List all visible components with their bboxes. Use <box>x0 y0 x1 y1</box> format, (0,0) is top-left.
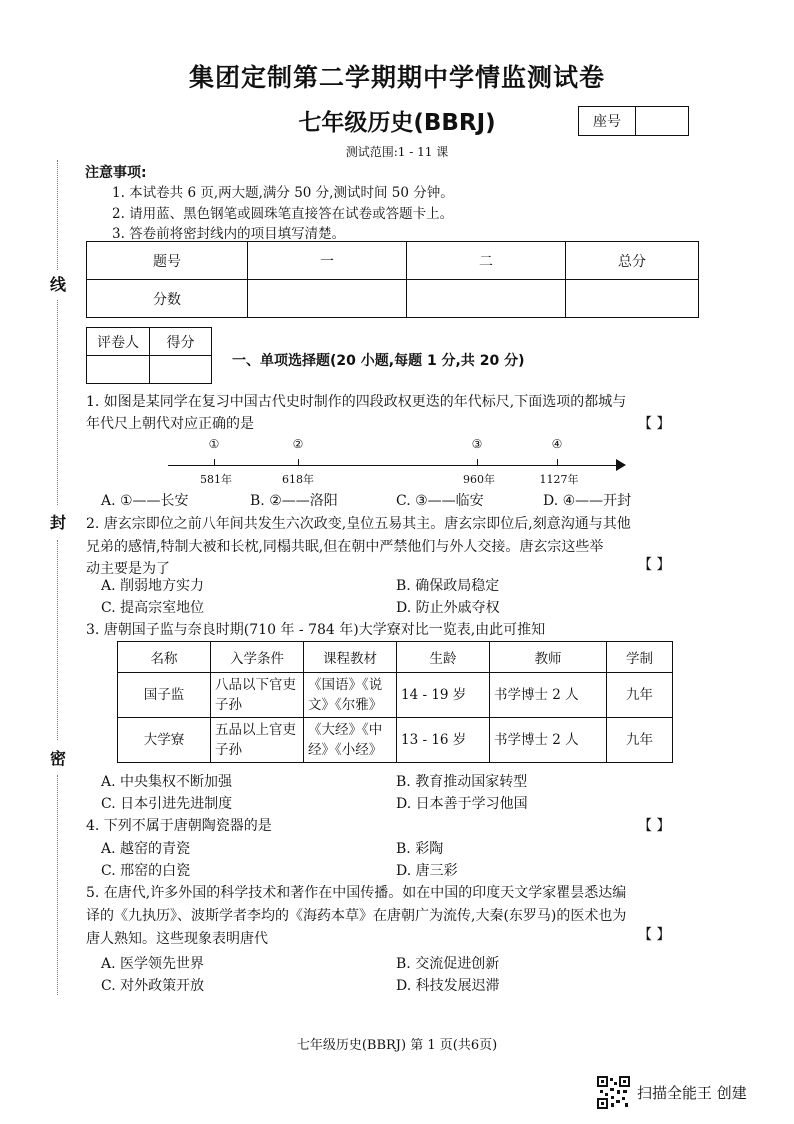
reviewer-cell[interactable] <box>87 356 150 384</box>
answer-bracket[interactable]: 【 】 <box>638 818 671 834</box>
binding-mark-seal: 封 <box>50 513 67 532</box>
answer-bracket[interactable]: 【 】 <box>638 557 671 573</box>
page-footer: 七年级历史(BBRJ) 第 1 页(共6页) <box>296 1038 498 1053</box>
scanner-watermark: 扫描全能王 创建 <box>637 1084 747 1102</box>
option-b[interactable]: B. 交流促进创新 <box>396 956 500 972</box>
timeline-tick <box>477 459 478 465</box>
answer-bracket[interactable]: 【 】 <box>638 927 671 943</box>
qr-code-icon <box>597 1076 630 1109</box>
table-cell: 九年 <box>607 673 673 718</box>
timeline-mark: ③ <box>471 437 483 451</box>
table-header: 教师 <box>490 642 607 673</box>
question-4-text: 4. 下列不属于唐朝陶瓷器的是 <box>86 818 272 834</box>
question-2-text: 动主要是为了 <box>86 561 170 577</box>
score-row-label: 分数 <box>87 280 248 318</box>
table-cell: 《国语》《说文》《尔雅》 <box>304 673 397 718</box>
question-2-text: 兄弟的感情,特制大被和长枕,同榻共眠,但在朝中严禁他们与外人交接。唐玄宗这些举 <box>86 539 604 555</box>
option-d[interactable]: D. 科技发展迟滞 <box>396 978 500 994</box>
note-item: 2. 请用蓝、黑色钢笔或圆珠笔直接答在试卷或答题卡上。 <box>112 206 454 222</box>
timeline-year: 618年 <box>282 473 314 486</box>
binding-mark-line: 线 <box>50 275 67 294</box>
question-5-text: 译的《九执历》、波斯学者李均的《海药本草》在唐朝广为流传,大秦(东罗马)的医术也为 <box>86 908 627 924</box>
option-d[interactable]: D. ④——开封 <box>543 493 632 509</box>
answer-bracket[interactable]: 【 】 <box>638 416 671 432</box>
reviewer-score-cell[interactable] <box>150 356 212 384</box>
option-c[interactable]: C. 提高宗室地位 <box>101 600 205 616</box>
table-cell: 九年 <box>607 718 673 763</box>
score-table-header: 总分 <box>566 242 699 280</box>
score-cell[interactable] <box>566 280 699 318</box>
timeline-year: 1127年 <box>539 473 579 486</box>
table-cell: 书学博士 2 人 <box>490 673 607 718</box>
option-b[interactable]: B. 确保政局稳定 <box>396 578 500 594</box>
timeline-mark: ④ <box>551 437 563 451</box>
question-1-text: 年代尺上朝代对应正确的是 <box>86 416 254 432</box>
timeline-mark: ① <box>208 437 220 451</box>
binding-dotted-line <box>57 540 58 740</box>
table-cell: 《大经》《中经》《小经》 <box>304 718 397 763</box>
question-5-text: 5. 在唐代,许多外国的科学技术和著作在中国传播。如在中国的印度天文学家瞿昙悉达编 <box>86 885 627 901</box>
note-item: 1. 本试卷共 6 页,两大题,满分 50 分,测试时间 50 分钟。 <box>112 185 454 201</box>
score-cell[interactable] <box>248 280 407 318</box>
table-header: 名称 <box>118 642 211 673</box>
timeline-tick <box>214 459 215 465</box>
timeline-year: 960年 <box>463 473 495 486</box>
timeline-mark: ② <box>292 437 304 451</box>
table-header: 课程教材 <box>304 642 397 673</box>
note-item: 3. 答卷前将密封线内的项目填写清楚。 <box>112 226 346 242</box>
option-a[interactable]: A. 越窑的青瓷 <box>101 841 191 857</box>
reviewer-label: 评卷人 <box>87 328 150 356</box>
score-table-header: 一 <box>248 242 407 280</box>
question-3-text: 3. 唐朝国子监与奈良时期(710 年 - 784 年)大学寮对比一览表,由此可推知 <box>86 622 546 638</box>
binding-dotted-line <box>57 775 58 995</box>
option-b[interactable]: B. ②——洛阳 <box>250 493 338 509</box>
question-5-text: 唐人熟知。这些现象表明唐代 <box>86 931 268 947</box>
question-2-text: 2. 唐玄宗即位之前八年间共发生六次政变,皇位五易其主。唐玄宗即位后,刻意沟通与其他 <box>86 516 631 532</box>
score-table-header: 二 <box>407 242 566 280</box>
binding-dotted-line <box>57 300 58 505</box>
option-c[interactable]: C. 日本引进先进制度 <box>101 796 233 812</box>
score-table <box>86 241 699 318</box>
timeline-arrow-icon <box>616 459 626 471</box>
option-b[interactable]: B. 彩陶 <box>396 841 444 857</box>
table-cell: 五品以上官吏子孙 <box>211 718 304 763</box>
score-cell[interactable] <box>407 280 566 318</box>
binding-mark-secret: 密 <box>50 749 67 768</box>
table-cell: 14 - 19 岁 <box>397 673 490 718</box>
timeline-tick <box>557 459 558 465</box>
notes-heading: 注意事项: <box>85 165 147 181</box>
section-heading: 一、单项选择题(20 小题,每题 1 分,共 20 分) <box>232 353 525 369</box>
table-cell: 书学博士 2 人 <box>490 718 607 763</box>
option-a[interactable]: A. 医学领先世界 <box>101 956 205 972</box>
reviewer-table <box>86 327 212 384</box>
table-header: 入学条件 <box>211 642 304 673</box>
option-c[interactable]: C. ③——临安 <box>396 493 484 509</box>
option-d[interactable]: D. 日本善于学习他国 <box>396 796 528 812</box>
reviewer-score-label: 得分 <box>150 328 212 356</box>
table-cell: 八品以下官吏子孙 <box>211 673 304 718</box>
option-a[interactable]: A. 削弱地方实力 <box>101 578 205 594</box>
exam-title: 集团定制第二学期期中学情监测试卷 <box>188 63 605 92</box>
table-row <box>118 673 673 718</box>
comparison-table <box>117 641 673 763</box>
question-1-text: 1. 如图是某同学在复习中国古代史时制作的四段政权更迭的年代标尺,下面选项的都城与 <box>86 394 627 410</box>
table-cell: 13 - 16 岁 <box>397 718 490 763</box>
option-c[interactable]: C. 邢窑的白瓷 <box>101 863 191 879</box>
option-d[interactable]: D. 防止外戚夺权 <box>396 600 500 616</box>
score-table-header: 题号 <box>87 242 248 280</box>
table-cell: 国子监 <box>118 673 211 718</box>
seat-number-label: 座号 <box>579 107 636 135</box>
binding-dotted-line <box>57 160 58 270</box>
option-b[interactable]: B. 教育推动国家转型 <box>396 774 528 790</box>
exam-subtitle: 七年级历史(BBRJ) <box>298 110 496 136</box>
option-c[interactable]: C. 对外政策开放 <box>101 978 205 994</box>
test-range: 测试范围:1 - 11 课 <box>345 145 449 159</box>
option-a[interactable]: A. 中央集权不断加强 <box>101 774 233 790</box>
table-header: 学制 <box>607 642 673 673</box>
option-a[interactable]: A. ①——长安 <box>101 493 189 509</box>
timeline-tick <box>298 459 299 465</box>
option-d[interactable]: D. 唐三彩 <box>396 863 458 879</box>
table-header: 生龄 <box>397 642 490 673</box>
timeline-axis <box>168 465 620 466</box>
table-row <box>118 718 673 763</box>
seat-number-box <box>578 106 689 136</box>
timeline-year: 581年 <box>200 473 232 486</box>
table-cell: 大学寮 <box>118 718 211 763</box>
